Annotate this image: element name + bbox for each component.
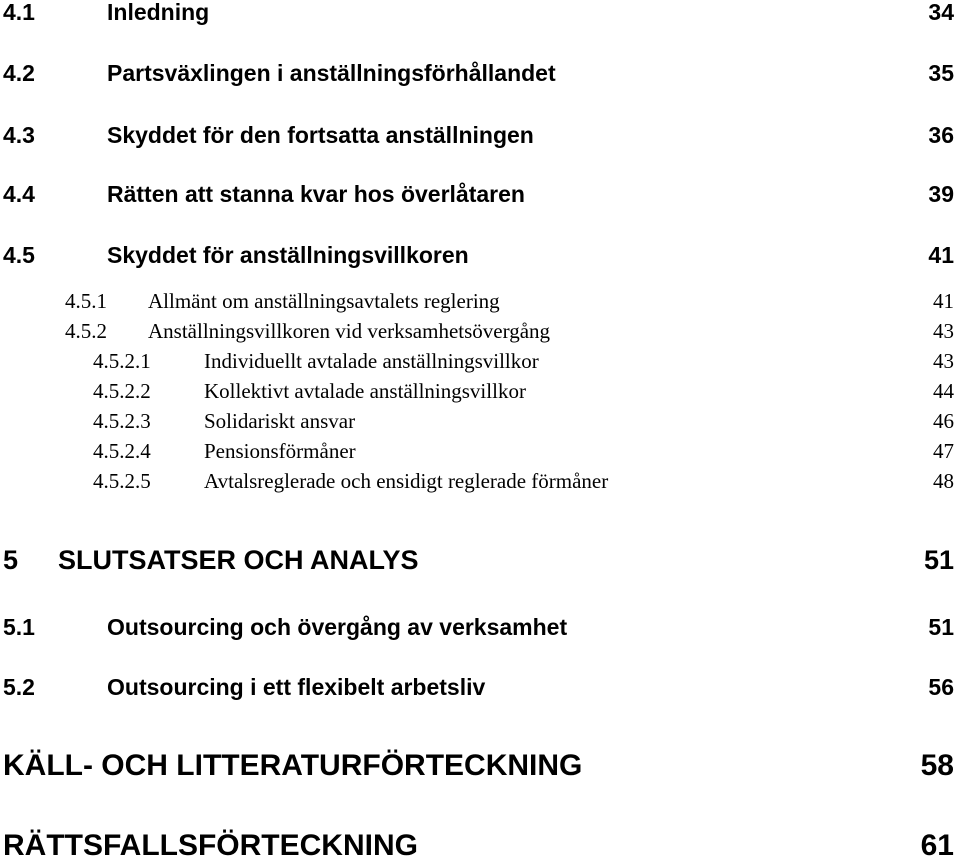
toc-entry[interactable] — [0, 348, 960, 374]
toc-title: Pensionsförmåner — [204, 439, 356, 463]
toc-title: Solidariskt ansvar — [204, 409, 356, 433]
toc-page: 46 — [933, 409, 954, 433]
toc-page: 43 — [933, 349, 954, 373]
toc-title: Skyddet för anställningsvillkoren — [107, 242, 469, 268]
toc-number: 4.5.2 — [65, 319, 107, 343]
toc-title: Rätten att stanna kvar hos överlåtaren — [107, 181, 525, 207]
toc-page: 51 — [928, 614, 954, 640]
toc-title: Avtalsreglerade och ensidigt reglerade förmåner — [204, 469, 609, 493]
toc-title: KÄLL- OCH LITTERATURFÖRTECKNING — [3, 749, 583, 782]
toc-entry[interactable] — [0, 613, 960, 641]
toc-title: Kollektivt avtalade anställningsvillkor — [204, 379, 526, 403]
toc-title: Skyddet för den fortsatta anställningen — [107, 122, 534, 148]
toc-number: 4.2 — [3, 60, 35, 86]
toc-number: 5.1 — [3, 614, 35, 640]
toc-page: 35 — [928, 60, 954, 86]
toc-entry[interactable] — [0, 318, 960, 344]
toc-title: Individuellt avtalade anställningsvillkor — [204, 349, 539, 373]
toc-number: 4.5 — [3, 242, 35, 268]
toc-entry[interactable] — [0, 378, 960, 404]
toc-number: 5.2 — [3, 674, 35, 700]
toc-entry[interactable] — [0, 180, 960, 208]
toc-entry[interactable] — [0, 468, 960, 494]
toc-title: Partsväxlingen i anställningsförhållandet — [107, 60, 556, 86]
toc-number: 4.5.2.2 — [93, 379, 151, 403]
toc-entry[interactable] — [0, 288, 960, 314]
toc-number: 4.5.2.5 — [93, 469, 151, 493]
toc-title: Allmänt om anställningsavtalets reglering — [148, 289, 500, 313]
toc-page: 41 — [928, 242, 954, 268]
toc-entry[interactable] — [0, 544, 960, 576]
toc-number: 4.3 — [3, 122, 35, 148]
toc-page: 48 — [933, 469, 954, 493]
toc-entry[interactable] — [0, 241, 960, 269]
toc-title: Outsourcing i ett flexibelt arbetsliv — [107, 674, 486, 700]
toc-page: 36 — [928, 122, 954, 148]
toc-number: 4.5.2.4 — [93, 439, 151, 463]
toc-number: 4.4 — [3, 181, 35, 207]
toc-title: Inledning — [107, 0, 210, 25]
toc-page: 44 — [933, 379, 954, 403]
toc-number: 5 — [3, 545, 19, 575]
toc-entry[interactable] — [0, 0, 960, 26]
toc-entry[interactable] — [0, 828, 960, 864]
toc-number: 4.5.2.1 — [93, 349, 151, 373]
toc-page: 43 — [933, 319, 954, 343]
toc-entry[interactable] — [0, 59, 960, 87]
toc-entry[interactable] — [0, 748, 960, 784]
toc-number: 4.5.1 — [65, 289, 107, 313]
toc-page: 56 — [928, 674, 954, 700]
toc-entry[interactable] — [0, 438, 960, 464]
toc-entry[interactable] — [0, 408, 960, 434]
toc-page: 47 — [933, 439, 954, 463]
toc-page: 34 — [928, 0, 954, 25]
toc-title: SLUTSATSER OCH ANALYS — [58, 545, 419, 575]
toc-title: Anställningsvillkoren vid verksamhetsövergång — [148, 319, 551, 343]
toc-number: 4.1 — [3, 0, 35, 25]
toc-page: 41 — [933, 289, 954, 313]
toc-title: RÄTTSFALLSFÖRTECKNING — [3, 829, 418, 862]
toc-page: 58 — [920, 749, 954, 782]
toc-entry[interactable] — [0, 673, 960, 701]
toc-page: 39 — [928, 181, 954, 207]
toc-page: 51 — [923, 545, 954, 575]
toc-entry[interactable] — [0, 121, 960, 149]
toc-title: Outsourcing och övergång av verksamhet — [107, 614, 568, 640]
toc-page: 61 — [920, 829, 954, 862]
toc-number: 4.5.2.3 — [93, 409, 151, 433]
